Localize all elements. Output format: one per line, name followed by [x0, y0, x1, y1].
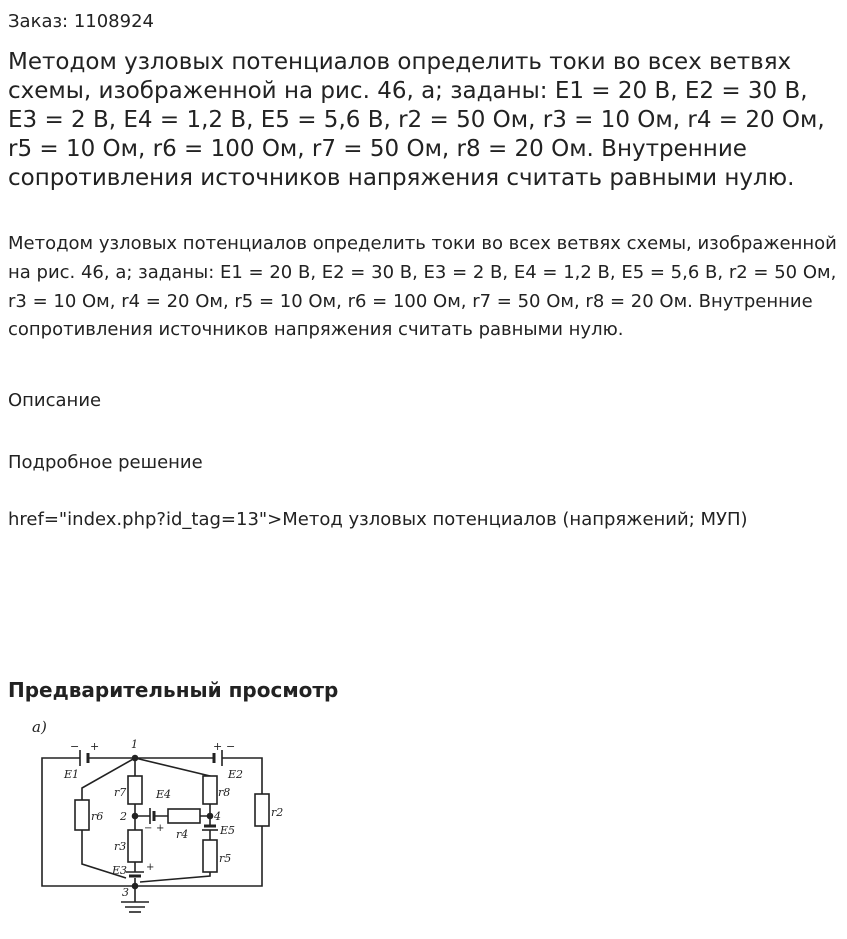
- task-title: Методом узловых потенциалов определить токи во всех ветвях схемы, изображенной на рис. 46, а; заданы: E1 = 20 В, E2 = 30 В, E3 = 2 В, E4 = 1,2 В, E5 = 5,6 В, r2 = 50 Ом, r3 = 10 Ом, r4 = 20 Ом, r5 = 10 Ом, r6 = 100 Ом, r7 = 50 Ом, r8 = 20 Ом. Внутренние сопротивления источников напряжения считать равными нулю.: [8, 49, 825, 191]
- r5-resistor: [203, 840, 217, 872]
- e5-label: E5: [220, 824, 236, 837]
- node-2-label: 2: [120, 810, 127, 823]
- r6-label: r6: [91, 810, 104, 823]
- description-label: Описание: [8, 390, 102, 411]
- r4-label: r4: [176, 828, 189, 841]
- solution-label: Подробное решение: [8, 452, 203, 473]
- node-4-label: 4: [214, 810, 221, 823]
- r7-label: r7: [114, 786, 127, 799]
- r5-label: r5: [219, 852, 232, 865]
- e2-label: E2: [228, 768, 244, 781]
- e2-plus: +: [213, 740, 223, 753]
- r8-resistor: [203, 776, 217, 804]
- r3-label: r3: [114, 840, 127, 853]
- r4-resistor: [168, 809, 200, 823]
- r6-resistor: [75, 800, 89, 830]
- wire-r8: [135, 758, 210, 816]
- e4-plus: +: [156, 823, 165, 834]
- circuit-diagram: [28, 716, 298, 926]
- r7-resistor: [128, 776, 142, 804]
- preview-title: Предварительный просмотр: [8, 678, 339, 702]
- e2-minus: −: [226, 740, 236, 753]
- order-number: Заказ: 1108924: [8, 11, 154, 32]
- wire-r6: [82, 758, 135, 878]
- node-1-label: 1: [131, 738, 138, 751]
- figure-label: а): [32, 718, 47, 736]
- r2-label: r2: [271, 806, 284, 819]
- r8-label: r8: [218, 786, 231, 799]
- e3-label: E3: [112, 864, 128, 877]
- task-description: Методом узловых потенциалов определить токи во всех ветвях схемы, изображенной на рис. 46, а; заданы: E1 = 20 В, E2 = 30 В, E3 = 2 В, E4 = 1,2 В, E5 = 5,6 В, r2 = 50 Ом, r3 = 10 Ом, r4 = 20 Ом, r5 = 10 Ом, r6 = 100 Ом, r7 = 50 Ом, r8 = 20 Ом. Внутренние сопротивления источников напряжения считать равными нулю.: [8, 233, 837, 341]
- r3-resistor: [128, 830, 142, 862]
- e3-plus: +: [146, 862, 155, 873]
- e4-label: E4: [156, 788, 172, 801]
- r2-resistor: [255, 794, 269, 826]
- e1-plus: +: [90, 740, 100, 753]
- e1-label: E1: [64, 768, 80, 781]
- e1-minus: −: [70, 740, 80, 753]
- node-3-label: 3: [122, 886, 129, 899]
- e4-minus: −: [144, 823, 153, 834]
- method-tag-text: href="index.php?id_tag=13">Метод узловых потенциалов (напряжений; МУП): [8, 509, 748, 530]
